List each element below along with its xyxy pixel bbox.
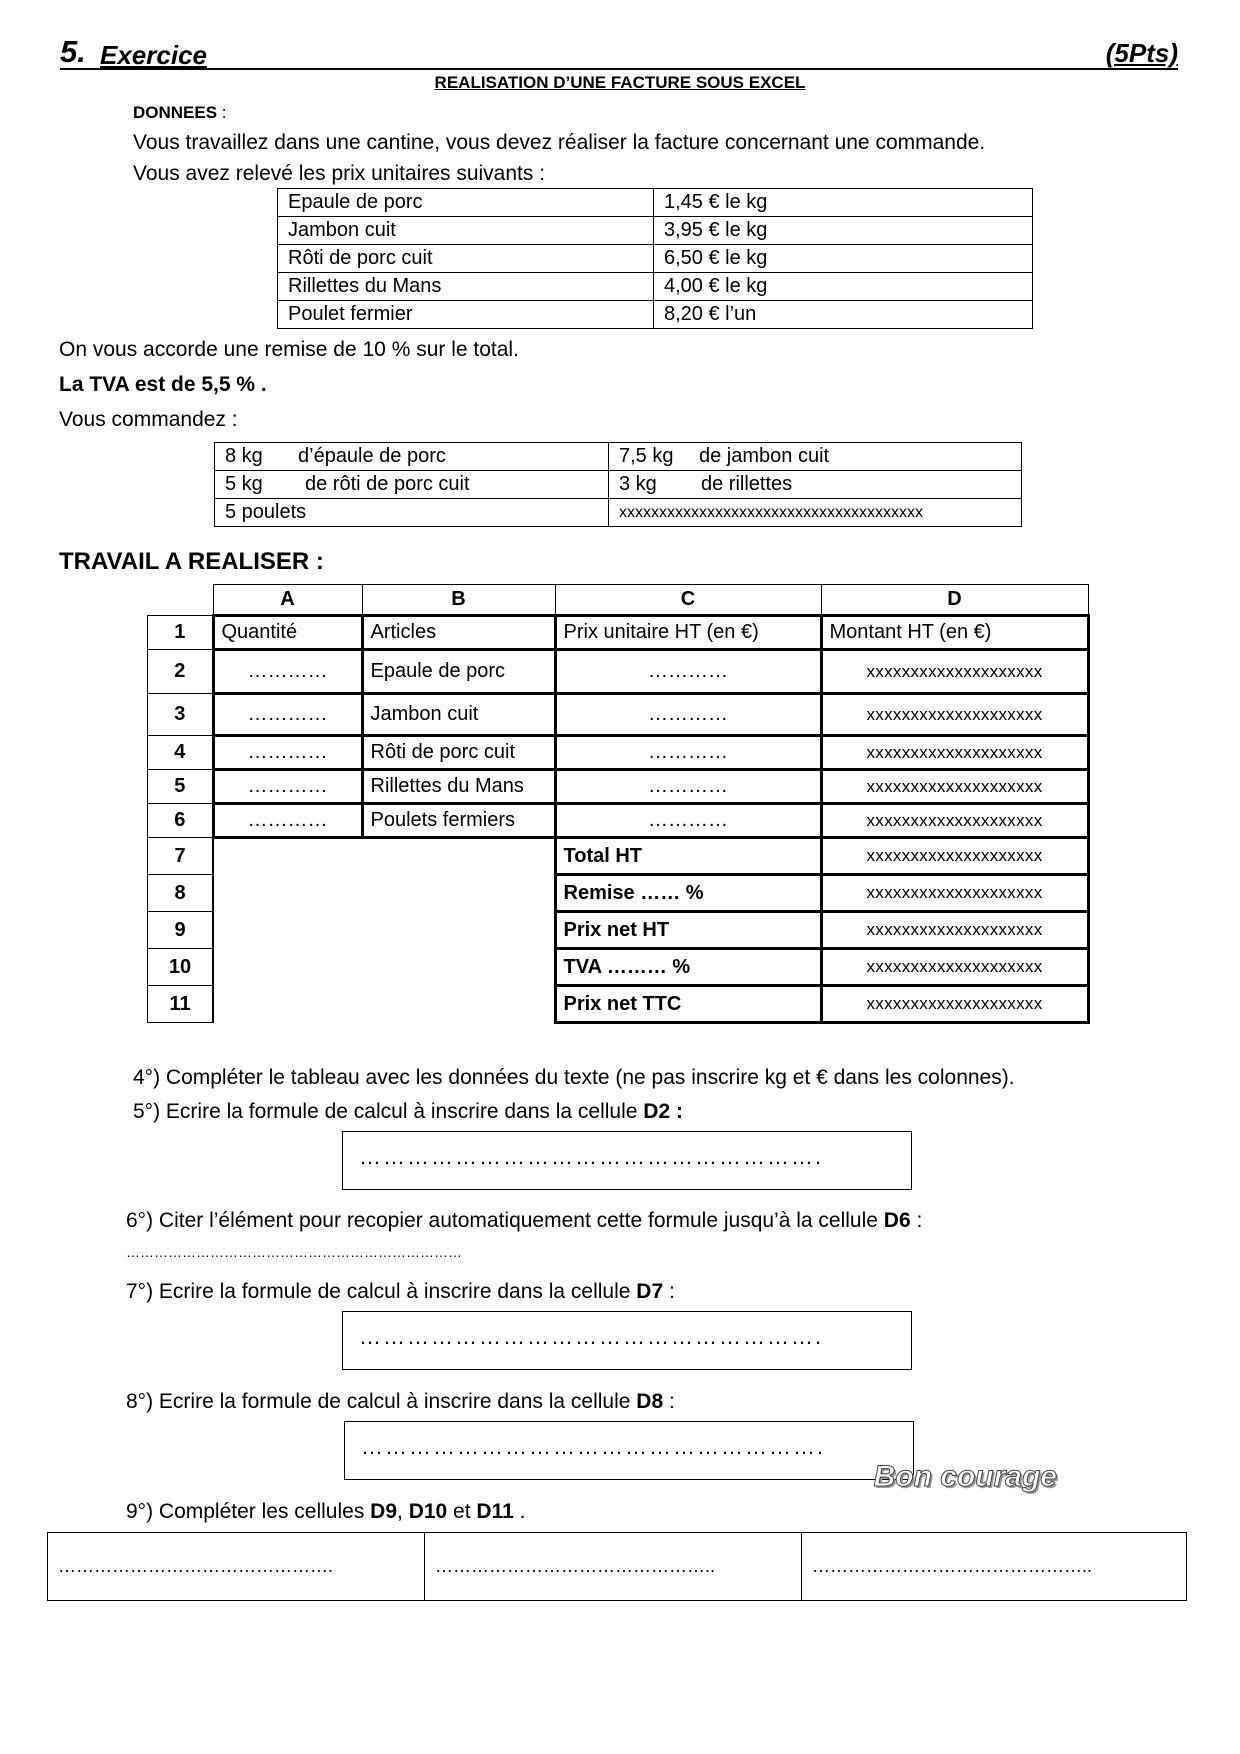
col-header-b: B: [362, 585, 555, 616]
cell-b3: Jambon cuit: [362, 694, 555, 736]
answer-dots: ………………………………………………….: [359, 1324, 824, 1349]
price-row: [278, 217, 1033, 245]
donnees-line1: Vous travaillez dans une cantine, vous devez réaliser la facture concernant une commande.: [133, 131, 986, 154]
price-item: Jambon cuit: [278, 217, 654, 245]
row-number: 9: [148, 912, 214, 949]
cell-c9: Prix net HT: [555, 912, 821, 949]
cell-b1: Articles: [362, 616, 555, 650]
price-row: [278, 301, 1033, 329]
order-qty: 5 kg: [225, 473, 263, 495]
page-subtitle: REALISATION D’UNE FACTURE SOUS EXCEL: [434, 73, 806, 92]
row-number: 8: [148, 875, 214, 912]
cell-b5: Rillettes du Mans: [362, 770, 555, 804]
exercise-points: (5Pts): [1105, 38, 1178, 68]
q9-d10: D10: [408, 1500, 448, 1523]
q5-cell: D2 :: [643, 1100, 683, 1123]
price-value: 8,20 € l’un: [654, 301, 1033, 329]
q7-text: 7°) Ecrire la formule de calcul à inscrire dans la cellule: [126, 1280, 637, 1303]
cell-c7: Total HT: [555, 838, 821, 875]
price-row: [278, 273, 1033, 301]
row-number: 7: [148, 838, 214, 875]
row-number: 11: [148, 986, 214, 1023]
table-row: [148, 770, 1089, 804]
cell-d10: xxxxxxxxxxxxxxxxxxxx: [821, 949, 1088, 986]
answer-box-d7[interactable]: [342, 1311, 912, 1370]
order-qty: 7,5 kg: [619, 445, 674, 467]
cell-d4: xxxxxxxxxxxxxxxxxxxx: [821, 736, 1088, 770]
cell-a2: …………: [213, 650, 362, 694]
cell-d1: Montant HT (en €): [821, 616, 1088, 650]
question-9: [126, 1501, 525, 1522]
price-value: 3,95 € le kg: [654, 217, 1033, 245]
q6-text: 6°) Citer l’élément pour recopier automatiquement cette formule jusqu’à la cellule: [126, 1209, 884, 1232]
order-cell: [215, 443, 609, 471]
cell-c11: Prix net TTC: [555, 986, 821, 1023]
row-number: 1: [148, 616, 214, 650]
travail-title: TRAVAIL A REALISER :: [59, 548, 324, 575]
order-row: [215, 443, 1022, 471]
order-qty: 8 kg: [225, 445, 263, 467]
exercise-number: 5.: [60, 34, 86, 69]
cell-c3: …………: [555, 694, 821, 736]
donnees-line2: Vous avez relevé les prix unitaires suivants :: [133, 162, 546, 185]
cell-b6: Poulets fermiers: [362, 804, 555, 838]
spreadsheet-table: [147, 584, 1090, 1024]
cell-c4: …………: [555, 736, 821, 770]
closing-text: Bon courage: [873, 1460, 1057, 1493]
q8-text: 8°) Ecrire la formule de calcul à inscrire dans la cellule: [126, 1390, 637, 1413]
order-cell: [609, 443, 1022, 471]
order-item: d’épaule de porc: [298, 445, 446, 467]
answer-box-d2[interactable]: [342, 1131, 912, 1190]
row-number: 5: [148, 770, 214, 804]
table-row: [148, 694, 1089, 736]
cell-c8: Remise …… %: [555, 875, 821, 912]
answer-dots: ………………………………………………….: [361, 1434, 826, 1459]
answer-table-q9: [47, 1532, 1187, 1601]
order-cell: [609, 471, 1022, 499]
cell-d3: xxxxxxxxxxxxxxxxxxxx: [821, 694, 1088, 736]
price-value: 6,50 € le kg: [654, 245, 1033, 273]
q6-cell: D6: [883, 1209, 911, 1232]
q9-text: 9°) Compléter les cellules: [126, 1500, 371, 1523]
order-cell: [215, 471, 609, 499]
price-item: Epaule de porc: [278, 189, 654, 217]
table-row: [148, 736, 1089, 770]
row-number: 10: [148, 949, 214, 986]
price-item: Poulet fermier: [278, 301, 654, 329]
column-header-row: [148, 585, 1089, 616]
table-row: [148, 804, 1089, 838]
price-value: 4,00 € le kg: [654, 273, 1033, 301]
table-row: [148, 838, 1089, 875]
question-4: 4°) Compléter le tableau avec les données du texte (ne pas inscrire kg et € dans les colonnes).: [133, 1066, 1015, 1089]
q5-text: 5°) Ecrire la formule de calcul à inscrire dans la cellule: [133, 1100, 644, 1123]
q9-and: et: [447, 1500, 477, 1523]
row-number: 6: [148, 804, 214, 838]
order-xfill: xxxxxxxxxxxxxxxxxxxxxxxxxxxxxxxxxxxxxx: [619, 503, 923, 521]
row-number: 3: [148, 694, 214, 736]
answer-cell-d10[interactable]: ………………………………………..: [425, 1533, 802, 1601]
cell-d2: xxxxxxxxxxxxxxxxxxxx: [821, 650, 1088, 694]
col-header-d: D: [821, 585, 1088, 616]
order-item: de rillettes: [701, 473, 793, 495]
q7-end: :: [663, 1280, 675, 1303]
order-cell: [215, 499, 609, 527]
cell-c5: …………: [555, 770, 821, 804]
order-row: [215, 471, 1022, 499]
price-row: [278, 189, 1033, 217]
donnees-label: DONNEES: [133, 103, 218, 122]
answer-cell-d11[interactable]: ………………………………………..: [802, 1533, 1187, 1601]
donnees-heading: [133, 104, 227, 121]
commande-text: Vous commandez :: [59, 408, 238, 431]
corner-cell: [148, 585, 214, 616]
cell-a6: …………: [213, 804, 362, 838]
cell-d8: xxxxxxxxxxxxxxxxxxxx: [821, 875, 1088, 912]
exercise-header: [60, 32, 1178, 70]
col-header-a: A: [213, 585, 362, 616]
order-qty: 3 kg: [619, 473, 657, 495]
q7-cell: D7: [636, 1280, 664, 1303]
donnees-colon: :: [217, 103, 227, 122]
table-row: [148, 616, 1089, 650]
cell-d5: xxxxxxxxxxxxxxxxxxxx: [821, 770, 1088, 804]
row-number: 4: [148, 736, 214, 770]
order-row: [215, 499, 1022, 527]
cell-a5: …………: [213, 770, 362, 804]
question-6: [126, 1210, 922, 1231]
cell-c2: …………: [555, 650, 821, 694]
q9-d9: D9: [370, 1500, 398, 1523]
price-item: Rillettes du Mans: [278, 273, 654, 301]
answer-line-q6[interactable]: ………………………………………………………………: [126, 1244, 462, 1260]
order-qty: 5 poulets: [225, 501, 307, 523]
price-row: [278, 245, 1033, 273]
question-8: [126, 1391, 675, 1412]
cell-c1: Prix unitaire HT (en €): [555, 616, 821, 650]
question-5: [133, 1101, 683, 1122]
cell-a1: Quantité: [213, 616, 362, 650]
cell-c10: TVA ……… %: [555, 949, 821, 986]
q6-end: :: [910, 1209, 923, 1232]
answer-dots: ………………………………………………….: [359, 1144, 824, 1169]
price-value: 1,45 € le kg: [654, 189, 1033, 217]
cell-d11: xxxxxxxxxxxxxxxxxxxx: [821, 986, 1088, 1023]
cell-a4: …………: [213, 736, 362, 770]
q9-sep: ,: [397, 1500, 409, 1523]
order-table: [214, 442, 1022, 527]
prices-table: [277, 188, 1033, 329]
empty-area: [213, 838, 555, 1023]
cell-b2: Epaule de porc: [362, 650, 555, 694]
answer-box-d8[interactable]: [344, 1421, 914, 1480]
row-number: 2: [148, 650, 214, 694]
answer-cell-d9[interactable]: ……………………………………….: [48, 1533, 425, 1601]
cell-c6: …………: [555, 804, 821, 838]
question-7: [126, 1281, 675, 1302]
col-header-c: C: [555, 585, 821, 616]
q8-cell: D8: [636, 1390, 664, 1413]
cell-d7: xxxxxxxxxxxxxxxxxxxx: [821, 838, 1088, 875]
order-cell: [609, 499, 1022, 527]
table-row: [148, 650, 1089, 694]
q9-end: .: [513, 1500, 526, 1523]
cell-d6: xxxxxxxxxxxxxxxxxxxx: [821, 804, 1088, 838]
remise-text: On vous accorde une remise de 10 % sur le total.: [59, 338, 519, 361]
q9-d11: D11: [476, 1500, 514, 1523]
cell-b4: Rôti de porc cuit: [362, 736, 555, 770]
cell-d9: xxxxxxxxxxxxxxxxxxxx: [821, 912, 1088, 949]
tva-text: La TVA est de 5,5 % .: [59, 373, 267, 396]
cell-a3: …………: [213, 694, 362, 736]
exercise-title: Exercice: [100, 40, 207, 70]
price-item: Rôti de porc cuit: [278, 245, 654, 273]
order-item: de jambon cuit: [699, 445, 830, 467]
order-item: de rôti de porc cuit: [305, 473, 470, 495]
q8-end: :: [663, 1390, 675, 1413]
